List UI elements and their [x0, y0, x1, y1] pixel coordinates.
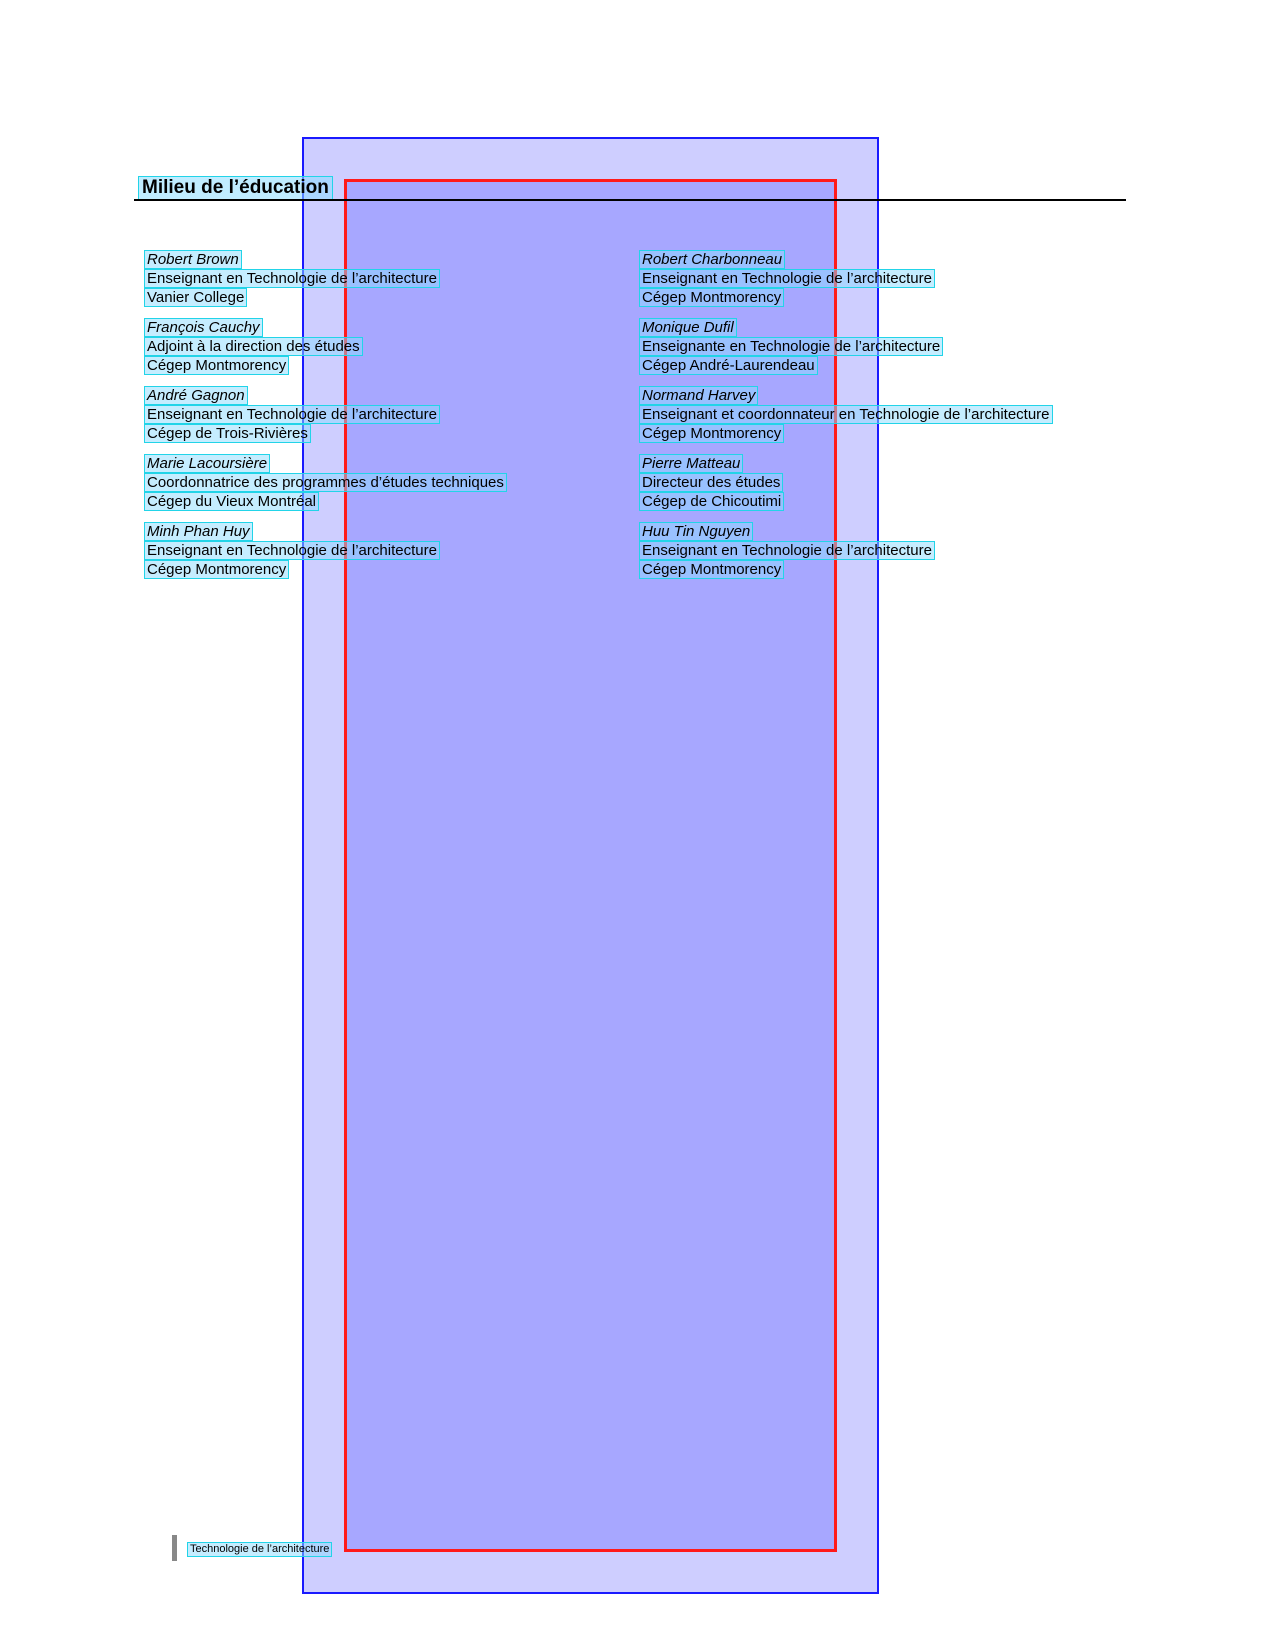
person-name: Robert Charbonneau [642, 251, 783, 268]
person-name: André Gagnon [147, 387, 245, 404]
person-entry [145, 251, 506, 306]
person-institution: Cégep du Vieux Montréal [147, 493, 316, 510]
footer-text: Technologie de l’architecture [190, 1543, 330, 1555]
person-entry [145, 319, 506, 374]
person-entry [640, 319, 1052, 374]
person-institution: Vanier College [147, 289, 245, 306]
section-title: Milieu de l’éducation [138, 176, 333, 200]
person-name: François Cauchy [147, 319, 260, 336]
person-entry [145, 523, 506, 578]
person-name: Monique Dufil [642, 319, 734, 336]
person-entry [640, 251, 1052, 306]
person-name: Minh Phan Huy [147, 523, 250, 540]
person-role: Enseignant en Technologie de l’architecture [642, 542, 932, 559]
person-institution: Cégep Montmorency [147, 357, 287, 374]
person-institution: Cégep Montmorency [642, 425, 782, 442]
person-role: Coordonnatrice des programmes d’études techniques [147, 474, 504, 491]
person-name: Normand Harvey [642, 387, 756, 404]
person-institution: Cégep Montmorency [642, 561, 782, 578]
person-role: Enseignant et coordonnateur en Technologie de l’architecture [642, 406, 1050, 423]
person-institution: Cégep de Chicoutimi [642, 493, 782, 510]
person-role: Enseignant en Technologie de l’architecture [642, 270, 932, 287]
person-name: Robert Brown [147, 251, 239, 268]
person-role: Directeur des études [642, 474, 781, 491]
person-institution: Cégep de Trois-Rivières [147, 425, 308, 442]
person-name: Marie Lacoursière [147, 455, 268, 472]
person-entry [145, 387, 506, 442]
person-entry [145, 455, 506, 510]
person-name: Pierre Matteau [642, 455, 741, 472]
person-role: Enseignant en Technologie de l’architecture [147, 406, 437, 423]
person-entry [640, 455, 1052, 510]
footer-bar [172, 1535, 177, 1561]
person-institution: Cégep Montmorency [147, 561, 287, 578]
person-institution: Cégep André-Laurendeau [642, 357, 815, 374]
person-role: Enseignant en Technologie de l’architecture [147, 542, 437, 559]
person-role: Enseignante en Technologie de l’architecture [642, 338, 941, 355]
title-rule [134, 199, 1126, 201]
person-role: Enseignant en Technologie de l’architecture [147, 270, 437, 287]
left-column [145, 251, 506, 591]
person-entry [640, 523, 1052, 578]
person-role: Adjoint à la direction des études [147, 338, 360, 355]
person-entry [640, 387, 1052, 442]
person-name: Huu Tin Nguyen [642, 523, 751, 540]
person-institution: Cégep Montmorency [642, 289, 782, 306]
right-column [640, 251, 1052, 591]
